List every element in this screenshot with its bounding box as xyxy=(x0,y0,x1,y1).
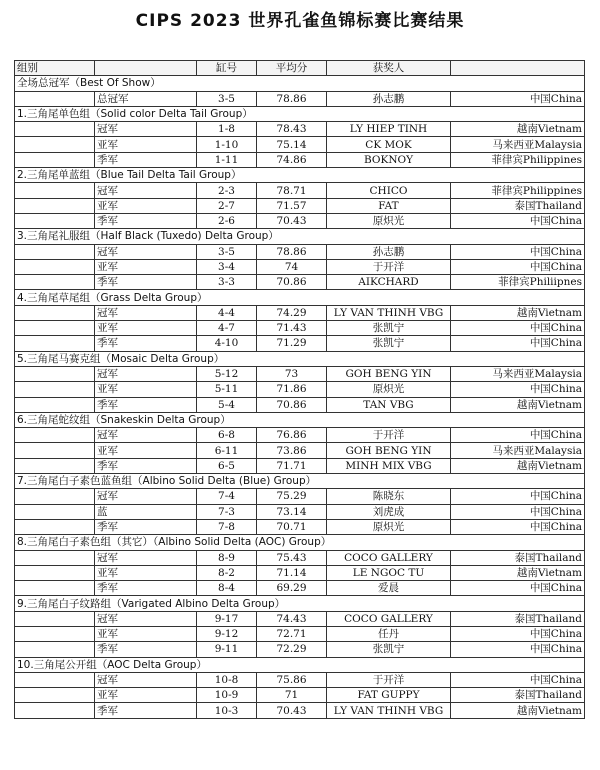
country-cell: 马来西亚Malaysia xyxy=(451,137,585,152)
country-cell: 中国China xyxy=(451,642,585,657)
country-cell: 中国China xyxy=(451,244,585,259)
tank-cell: 5-12 xyxy=(197,366,257,381)
result-row xyxy=(15,91,585,106)
empty-cell xyxy=(15,213,95,228)
result-row xyxy=(15,275,585,290)
empty-cell xyxy=(15,244,95,259)
score-cell: 75.86 xyxy=(257,672,327,687)
score-cell: 76.86 xyxy=(257,428,327,443)
group-title: 8.三角尾白子素色组（其它）（Albino Solid Delta (AOC) Group） xyxy=(15,535,585,550)
prize-cell: 冠军 xyxy=(95,611,197,626)
winner-cell: GOH BENG YIN xyxy=(327,366,451,381)
score-cell: 70.71 xyxy=(257,519,327,534)
empty-cell xyxy=(15,198,95,213)
tank-cell: 6-11 xyxy=(197,443,257,458)
winner-cell: GOH BENG YIN xyxy=(327,443,451,458)
result-row xyxy=(15,382,585,397)
group-title-row xyxy=(15,474,585,489)
tank-cell: 7-8 xyxy=(197,519,257,534)
prize-cell: 亚军 xyxy=(95,137,197,152)
winner-cell: CK MOK xyxy=(327,137,451,152)
empty-cell xyxy=(15,259,95,274)
tank-cell: 6-5 xyxy=(197,458,257,473)
score-cell: 72.71 xyxy=(257,626,327,641)
result-row xyxy=(15,458,585,473)
winner-cell: FAT xyxy=(327,198,451,213)
winner-cell: 于开洋 xyxy=(327,672,451,687)
group-title-row xyxy=(15,412,585,427)
group-title: 1.三角尾单色组（Solid color Delta Tail Group） xyxy=(15,106,585,121)
result-row xyxy=(15,259,585,274)
empty-cell xyxy=(15,152,95,167)
empty-cell xyxy=(15,428,95,443)
result-row xyxy=(15,305,585,320)
country-cell: 中国China xyxy=(451,382,585,397)
result-row xyxy=(15,397,585,412)
winner-cell: CHICO xyxy=(327,183,451,198)
prize-cell: 冠军 xyxy=(95,305,197,320)
winner-cell: 张凯宁 xyxy=(327,336,451,351)
tank-cell: 3-5 xyxy=(197,244,257,259)
score-cell: 71 xyxy=(257,688,327,703)
group-title: 全场总冠军（Best Of Show） xyxy=(15,76,585,91)
empty-cell xyxy=(15,504,95,519)
empty-cell xyxy=(15,489,95,504)
prize-cell: 冠军 xyxy=(95,183,197,198)
winner-cell: 任丹 xyxy=(327,626,451,641)
country-cell: 马来西亚Malaysia xyxy=(451,443,585,458)
empty-cell xyxy=(15,183,95,198)
winner-cell: 孙志鹏 xyxy=(327,244,451,259)
country-cell: 中国China xyxy=(451,259,585,274)
group-title-row xyxy=(15,76,585,91)
prize-cell: 季军 xyxy=(95,703,197,718)
result-row xyxy=(15,152,585,167)
score-cell: 73.86 xyxy=(257,443,327,458)
group-title: 6.三角尾蛇纹组（Snakeskin Delta Group） xyxy=(15,412,585,427)
group-title: 9.三角尾白子纹路组（Varigated Albino Delta Group） xyxy=(15,596,585,611)
tank-cell: 2-6 xyxy=(197,213,257,228)
winner-cell: 原炽光 xyxy=(327,382,451,397)
score-cell: 69.29 xyxy=(257,581,327,596)
result-row xyxy=(15,198,585,213)
group-title-row xyxy=(15,229,585,244)
winner-cell: 于开洋 xyxy=(327,259,451,274)
group-title: 10.三角尾公开组（AOC Delta Group） xyxy=(15,657,585,672)
tank-cell: 1-11 xyxy=(197,152,257,167)
country-cell: 马来西亚Malaysia xyxy=(451,366,585,381)
empty-cell xyxy=(15,458,95,473)
winner-cell: LY VAN THINH VBG xyxy=(327,703,451,718)
country-cell: 中国China xyxy=(451,581,585,596)
prize-cell: 冠军 xyxy=(95,122,197,137)
score-cell: 72.29 xyxy=(257,642,327,657)
score-cell: 73 xyxy=(257,366,327,381)
empty-cell xyxy=(15,382,95,397)
result-row xyxy=(15,443,585,458)
empty-cell xyxy=(15,321,95,336)
score-cell: 74 xyxy=(257,259,327,274)
result-row xyxy=(15,642,585,657)
result-row xyxy=(15,519,585,534)
country-cell: 越南Vietnam xyxy=(451,122,585,137)
group-title: 2.三角尾单蓝组（Blue Tail Delta Tail Group） xyxy=(15,168,585,183)
tank-cell: 3-5 xyxy=(197,91,257,106)
result-row xyxy=(15,183,585,198)
winner-cell: AIKCHARD xyxy=(327,275,451,290)
country-cell: 中国China xyxy=(451,321,585,336)
group-title: 4.三角尾草尾组（Grass Delta Group） xyxy=(15,290,585,305)
prize-cell: 亚军 xyxy=(95,259,197,274)
winner-cell: 张凯宁 xyxy=(327,321,451,336)
country-cell: 泰国Thailand xyxy=(451,688,585,703)
score-cell: 75.14 xyxy=(257,137,327,152)
prize-cell: 亚军 xyxy=(95,321,197,336)
group-title-row xyxy=(15,106,585,121)
group-title-row xyxy=(15,290,585,305)
prize-cell: 亚军 xyxy=(95,198,197,213)
score-cell: 70.86 xyxy=(257,397,327,412)
empty-cell xyxy=(15,122,95,137)
score-cell: 71.71 xyxy=(257,458,327,473)
result-row xyxy=(15,489,585,504)
header-country xyxy=(451,61,585,76)
prize-cell: 蓝 xyxy=(95,504,197,519)
prize-cell: 亚军 xyxy=(95,626,197,641)
group-title-row xyxy=(15,535,585,550)
score-cell: 78.71 xyxy=(257,183,327,198)
tank-cell: 2-3 xyxy=(197,183,257,198)
tank-cell: 2-7 xyxy=(197,198,257,213)
tank-cell: 10-8 xyxy=(197,672,257,687)
prize-cell: 季军 xyxy=(95,642,197,657)
winner-cell: 原炽光 xyxy=(327,213,451,228)
prize-cell: 冠军 xyxy=(95,244,197,259)
score-cell: 70.86 xyxy=(257,275,327,290)
tank-cell: 7-4 xyxy=(197,489,257,504)
country-cell: 越南Vietnam xyxy=(451,565,585,580)
group-title: 3.三角尾礼服组（Half Black (Tuxedo) Delta Group） xyxy=(15,229,585,244)
empty-cell xyxy=(15,688,95,703)
empty-cell xyxy=(15,137,95,152)
score-cell: 71.43 xyxy=(257,321,327,336)
tank-cell: 1-10 xyxy=(197,137,257,152)
winner-cell: 原炽光 xyxy=(327,519,451,534)
country-cell: 泰国Thailand xyxy=(451,198,585,213)
header-winner: 获奖人 xyxy=(327,61,451,76)
winner-cell: COCO GALLERY xyxy=(327,611,451,626)
result-row xyxy=(15,504,585,519)
empty-cell xyxy=(15,336,95,351)
empty-cell xyxy=(15,626,95,641)
country-cell: 越南Vietnam xyxy=(451,305,585,320)
result-row xyxy=(15,581,585,596)
winner-cell: LE NGOC TU xyxy=(327,565,451,580)
empty-cell xyxy=(15,672,95,687)
tank-cell: 4-10 xyxy=(197,336,257,351)
winner-cell: LY VAN THINH VBG xyxy=(327,305,451,320)
country-cell: 中国China xyxy=(451,489,585,504)
score-cell: 73.14 xyxy=(257,504,327,519)
group-title-row xyxy=(15,351,585,366)
header-group: 组别 xyxy=(15,61,95,76)
score-cell: 74.43 xyxy=(257,611,327,626)
tank-cell: 3-4 xyxy=(197,259,257,274)
prize-cell: 冠军 xyxy=(95,489,197,504)
tank-cell: 5-11 xyxy=(197,382,257,397)
country-cell: 越南Vietnam xyxy=(451,703,585,718)
result-row xyxy=(15,672,585,687)
winner-cell: 张凯宁 xyxy=(327,642,451,657)
empty-cell xyxy=(15,91,95,106)
empty-cell xyxy=(15,443,95,458)
winner-cell: MINH MIX VBG xyxy=(327,458,451,473)
country-cell: 中国China xyxy=(451,519,585,534)
empty-cell xyxy=(15,611,95,626)
result-row xyxy=(15,336,585,351)
country-cell: 泰国Thailand xyxy=(451,611,585,626)
score-cell: 70.43 xyxy=(257,703,327,718)
prize-cell: 亚军 xyxy=(95,443,197,458)
score-cell: 71.29 xyxy=(257,336,327,351)
country-cell: 泰国Thailand xyxy=(451,550,585,565)
empty-cell xyxy=(15,305,95,320)
winner-cell: 孙志鹏 xyxy=(327,91,451,106)
winner-cell: 刘虎成 xyxy=(327,504,451,519)
country-cell: 中国China xyxy=(451,91,585,106)
score-cell: 71.14 xyxy=(257,565,327,580)
header-score: 平均分 xyxy=(257,61,327,76)
tank-cell: 9-12 xyxy=(197,626,257,641)
score-cell: 75.29 xyxy=(257,489,327,504)
empty-cell xyxy=(15,275,95,290)
prize-cell: 总冠军 xyxy=(95,91,197,106)
tank-cell: 10-9 xyxy=(197,688,257,703)
prize-cell: 季军 xyxy=(95,213,197,228)
country-cell: 越南Vietnam xyxy=(451,397,585,412)
result-row xyxy=(15,550,585,565)
empty-cell xyxy=(15,366,95,381)
winner-cell: TAN VBG xyxy=(327,397,451,412)
empty-cell xyxy=(15,397,95,412)
country-cell: 中国China xyxy=(451,626,585,641)
score-cell: 70.43 xyxy=(257,213,327,228)
result-row xyxy=(15,626,585,641)
prize-cell: 亚军 xyxy=(95,688,197,703)
result-row xyxy=(15,428,585,443)
score-cell: 78.43 xyxy=(257,122,327,137)
winner-cell: BOKNOY xyxy=(327,152,451,167)
result-row xyxy=(15,703,585,718)
tank-cell: 9-17 xyxy=(197,611,257,626)
result-row xyxy=(15,137,585,152)
country-cell: 菲律宾Philiipnes xyxy=(451,275,585,290)
tank-cell: 7-3 xyxy=(197,504,257,519)
prize-cell: 亚军 xyxy=(95,382,197,397)
group-title-row xyxy=(15,596,585,611)
empty-cell xyxy=(15,565,95,580)
prize-cell: 冠军 xyxy=(95,672,197,687)
group-title-row xyxy=(15,657,585,672)
empty-cell xyxy=(15,581,95,596)
results-table-body xyxy=(15,61,585,719)
table-header-row xyxy=(15,61,585,76)
score-cell: 75.43 xyxy=(257,550,327,565)
result-row xyxy=(15,244,585,259)
country-cell: 菲律宾Philippines xyxy=(451,183,585,198)
prize-cell: 季军 xyxy=(95,581,197,596)
score-cell: 74.86 xyxy=(257,152,327,167)
winner-cell: COCO GALLERY xyxy=(327,550,451,565)
tank-cell: 4-4 xyxy=(197,305,257,320)
winner-cell: FAT GUPPY xyxy=(327,688,451,703)
country-cell: 越南Vietnam xyxy=(451,458,585,473)
prize-cell: 冠军 xyxy=(95,428,197,443)
prize-cell: 季军 xyxy=(95,519,197,534)
country-cell: 中国China xyxy=(451,336,585,351)
prize-cell: 亚军 xyxy=(95,565,197,580)
empty-cell xyxy=(15,703,95,718)
prize-cell: 冠军 xyxy=(95,550,197,565)
empty-cell xyxy=(15,519,95,534)
result-row xyxy=(15,688,585,703)
prize-cell: 季军 xyxy=(95,336,197,351)
document-title: CIPS 2023 世界孔雀鱼锦标赛比赛结果 xyxy=(135,11,465,31)
prize-cell: 季军 xyxy=(95,397,197,412)
prize-cell: 季军 xyxy=(95,152,197,167)
prize-cell: 冠军 xyxy=(95,366,197,381)
country-cell: 中国China xyxy=(451,672,585,687)
header-tank: 缸号 xyxy=(197,61,257,76)
group-title-row xyxy=(15,168,585,183)
country-cell: 中国China xyxy=(451,504,585,519)
tank-cell: 8-2 xyxy=(197,565,257,580)
tank-cell: 8-4 xyxy=(197,581,257,596)
results-table xyxy=(14,60,585,719)
result-row xyxy=(15,366,585,381)
tank-cell: 1-8 xyxy=(197,122,257,137)
group-title: 7.三角尾白子素色蓝鱼组（Albino Solid Delta (Blue) Group） xyxy=(15,474,585,489)
prize-cell: 季军 xyxy=(95,458,197,473)
winner-cell: 陈晓东 xyxy=(327,489,451,504)
winner-cell: 于开洋 xyxy=(327,428,451,443)
empty-cell xyxy=(15,642,95,657)
tank-cell: 6-8 xyxy=(197,428,257,443)
result-row xyxy=(15,565,585,580)
country-cell: 中国China xyxy=(451,213,585,228)
winner-cell: 爱晨 xyxy=(327,581,451,596)
group-title: 5.三角尾马赛克组（Mosaic Delta Group） xyxy=(15,351,585,366)
score-cell: 78.86 xyxy=(257,244,327,259)
score-cell: 71.86 xyxy=(257,382,327,397)
prize-cell: 季军 xyxy=(95,275,197,290)
tank-cell: 9-11 xyxy=(197,642,257,657)
score-cell: 71.57 xyxy=(257,198,327,213)
winner-cell: LY HIEP TINH xyxy=(327,122,451,137)
tank-cell: 5-4 xyxy=(197,397,257,412)
header-prize xyxy=(95,61,197,76)
tank-cell: 3-3 xyxy=(197,275,257,290)
score-cell: 78.86 xyxy=(257,91,327,106)
empty-cell xyxy=(15,550,95,565)
result-row xyxy=(15,122,585,137)
tank-cell: 10-3 xyxy=(197,703,257,718)
result-row xyxy=(15,321,585,336)
country-cell: 中国China xyxy=(451,428,585,443)
score-cell: 74.29 xyxy=(257,305,327,320)
result-row xyxy=(15,213,585,228)
result-row xyxy=(15,611,585,626)
country-cell: 菲律宾Philippines xyxy=(451,152,585,167)
tank-cell: 8-9 xyxy=(197,550,257,565)
tank-cell: 4-7 xyxy=(197,321,257,336)
